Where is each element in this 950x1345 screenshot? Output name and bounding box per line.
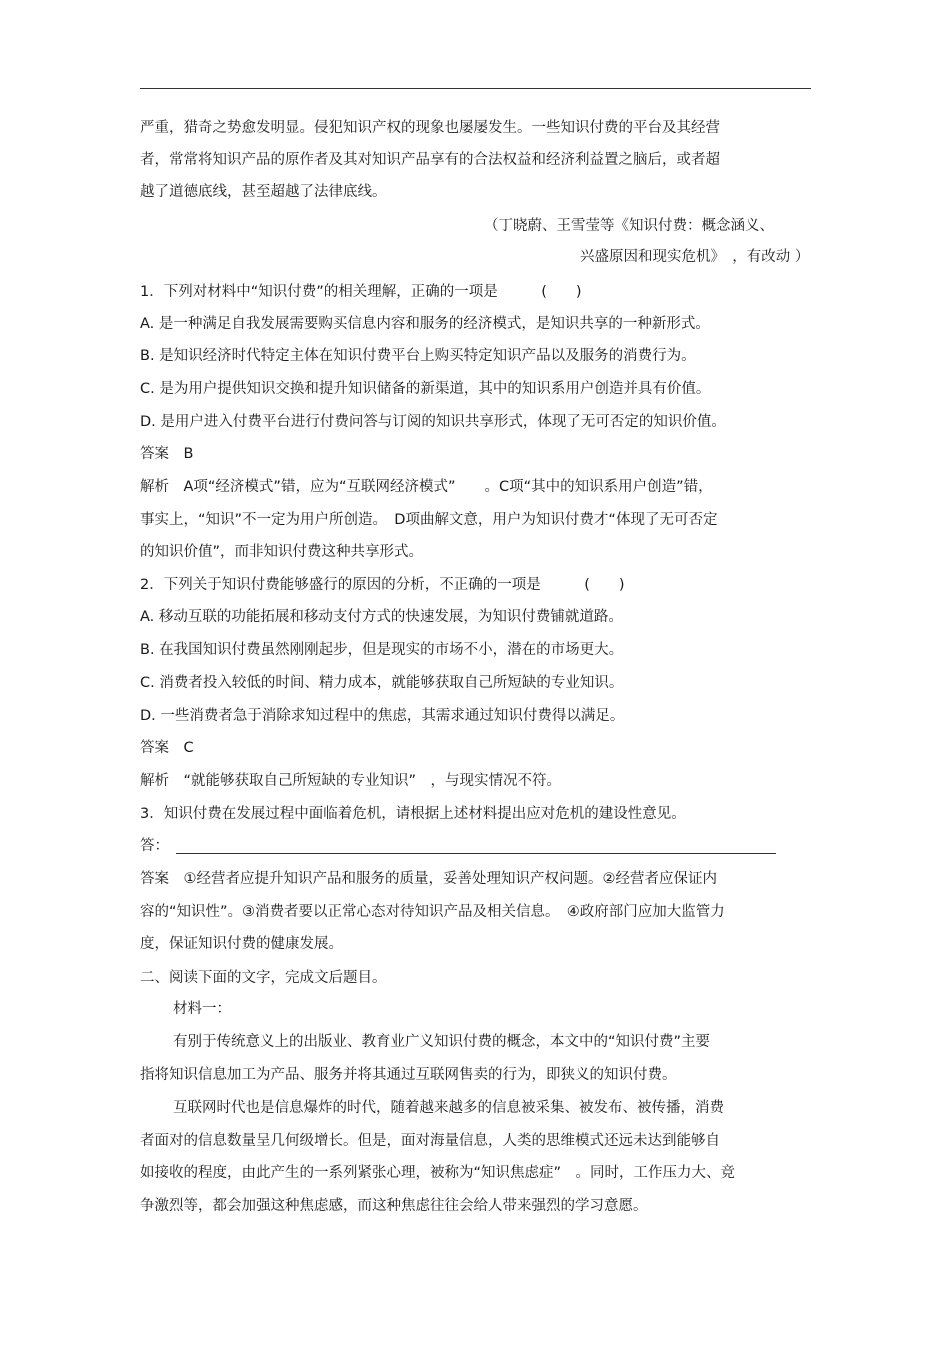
answer-2: 答案 C (140, 740, 194, 756)
analysis-1: 的知识价值”，而非知识付费这种共享形式。 (140, 544, 424, 560)
option-b: B. 在我国知识付费虽然刚刚起步，但是现实的市场不小，潜在的市场更大。 (140, 642, 624, 658)
paragraph-line: 有别于传统意义上的出版业、教育业广义知识付费的概念，本文中的“知识付费”主要 (173, 1034, 711, 1050)
option-d: D. 一些消费者急于消除求知过程中的焦虑，其需求通过知识付费得以满足。 (140, 708, 625, 724)
option-d: D. 是用户进入付费平台进行付费问答与订阅的知识共享形式，体现了无可否定的知识价值。 (140, 414, 726, 430)
option-c: C. 是为用户提供知识交换和提升知识储备的新渠道，其中的知识系用户创造并具有价值。 (140, 381, 711, 397)
paragraph-line: 者，常常将知识产品的原作者及其对知识产品享有的合法权益和经济利益置之脑后，或者超 (140, 152, 720, 168)
paragraph-line: 越了道德底线，甚至超越了法律底线。 (140, 184, 387, 200)
source-citation: （丁晓蔚、王雪莹等《知识付费：概念涵义、 (484, 218, 774, 234)
option-a: A. 是一种满足自我发展需要购买信息内容和服务的经济模式，是知识共享的一种新形式。 (140, 316, 710, 332)
answer-blank-line (176, 853, 776, 854)
option-a: A. 移动互联的功能拓展和移动支付方式的快速发展，为知识付费铺就道路。 (140, 609, 623, 625)
option-b: B. 是知识经济时代特定主体在知识付费平台上购买特定知识产品以及服务的消费行为。 (140, 348, 696, 364)
answer-label: 答： (140, 838, 169, 854)
header-rule (140, 88, 811, 89)
answer-3: 容的“知识性”。③消费者要以正常心态对待知识产品及相关信息。 ④政府部门应加大监管力 (140, 904, 725, 920)
question-2: 2．下列关于知识付费能够盛行的原因的分析，不正确的一项是 ( ) (140, 577, 625, 593)
answer-1: 答案 B (140, 446, 194, 462)
paragraph-line: 互联网时代也是信息爆炸的时代，随着越来越多的信息被采集、被发布、被传播，消费 (173, 1100, 724, 1116)
question-1: 1．下列对材料中“知识付费”的相关理解，正确的一项是 ( ) (140, 284, 582, 300)
analysis-2: 解析 “就能够获取自己所短缺的专业知识” ，与现实情况不符。 (140, 773, 562, 789)
answer-3: 度，保证知识付费的健康发展。 (140, 936, 343, 952)
analysis-1: 解析 A项“经济模式”错，应为“互联网经济模式” 。C项“其中的知识系用户创造”错， (140, 479, 713, 495)
analysis-1: 事实上，“知识”不一定为用户所创造。 D项曲解文意，用户为知识付费才“体现了无可否定 (140, 512, 718, 528)
source-citation: 兴盛原因和现实危机》 ，有改动 ） (580, 249, 810, 265)
paragraph-line: 争激烈等，都会加强这种焦虑感，而这种焦虑往往会给人带来强烈的学习意愿。 (140, 1198, 648, 1214)
answer-3: 答案 ①经营者应提升知识产品和服务的质量，妥善处理知识产权问题。②经营者应保证内 (140, 871, 717, 887)
paragraph-line: 严重，猎奇之势愈发明显。侵犯知识产权的现象也屡屡发生。一些知识付费的平台及其经营 (140, 120, 720, 136)
paragraph-line: 指将知识信息加工为产品、服务并将其通过互联网售卖的行为，即狭义的知识付费。 (140, 1067, 677, 1083)
material-label: 材料一： (173, 1001, 231, 1017)
section-heading: 二、阅读下面的文字，完成文后题目。 (140, 970, 387, 986)
paragraph-line: 如接收的程度，由此产生的一系列紧张心理，被称为“知识焦虑症” 。同时，工作压力大、竞 (140, 1165, 736, 1181)
question-3: 3．知识付费在发展过程中面临着危机，请根据上述材料提出应对危机的建设性意见。 (140, 806, 686, 822)
option-c: C. 消费者投入较低的时间、精力成本，就能够获取自己所短缺的专业知识。 (140, 675, 624, 691)
paragraph-line: 者面对的信息数量呈几何级增长。但是，面对海量信息，人类的思维模式还远未达到能够自 (140, 1133, 720, 1149)
